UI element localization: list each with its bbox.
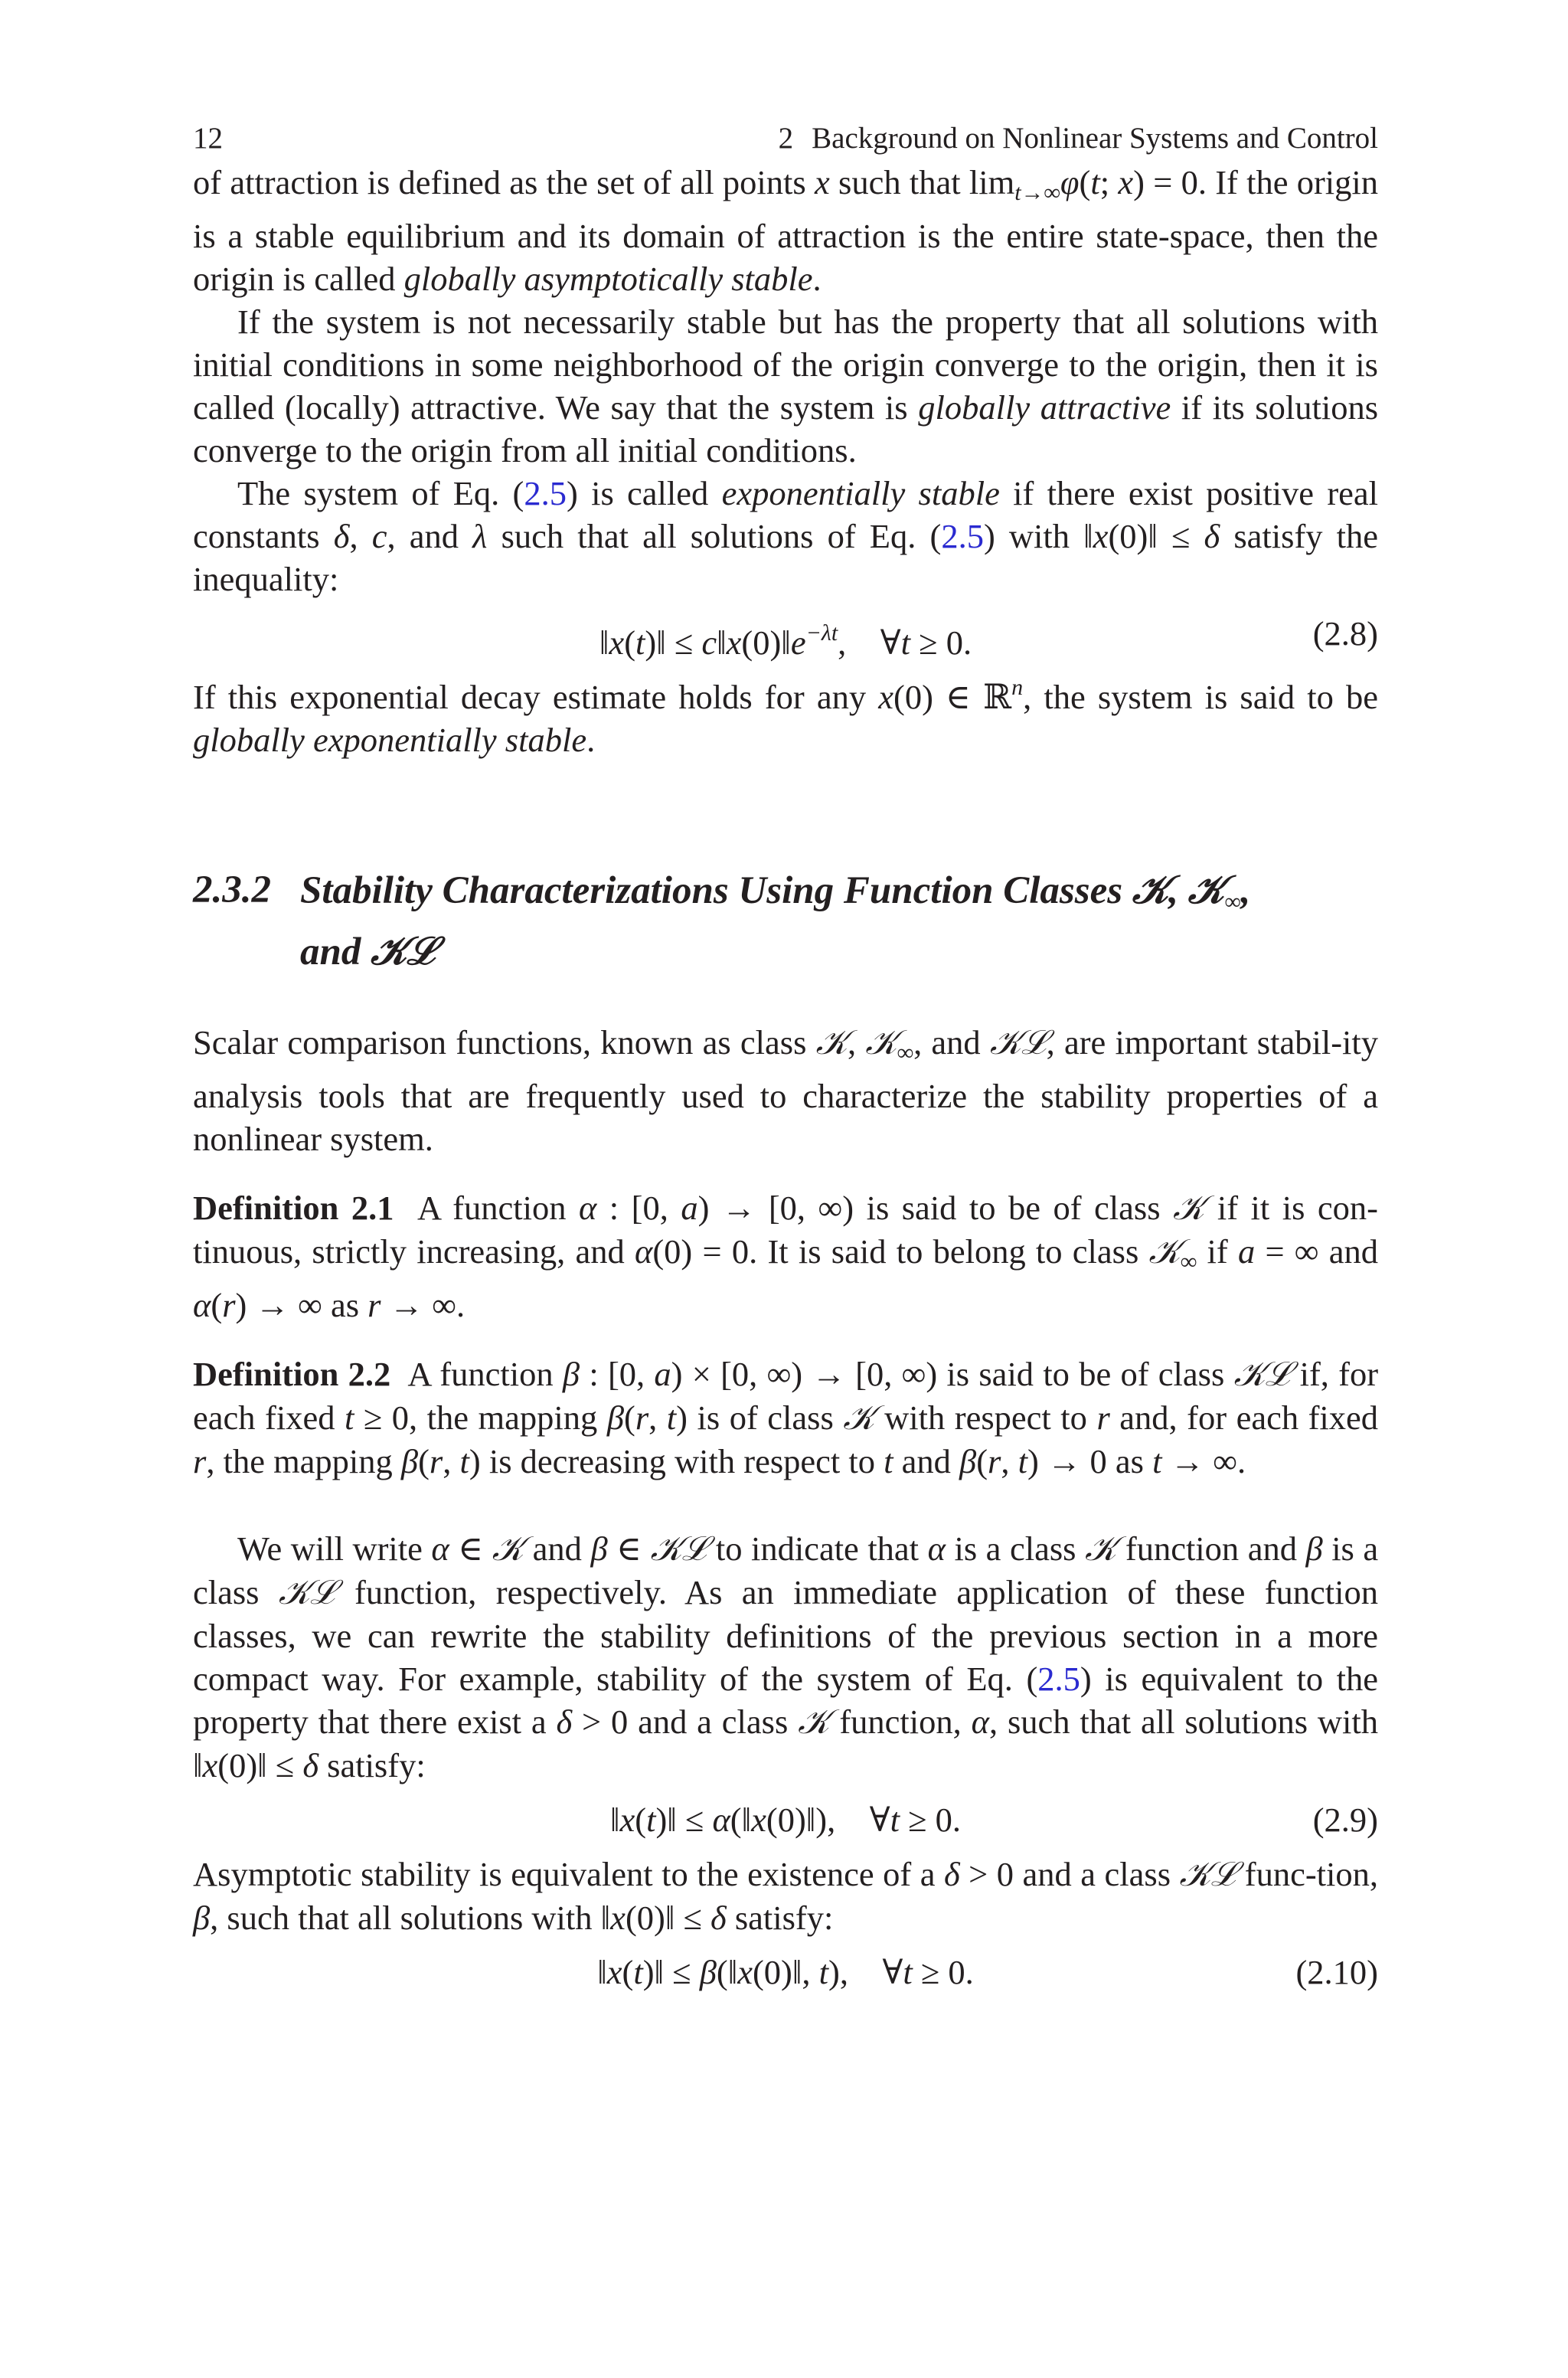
text: of attraction is defined as the set of all points — [193, 163, 806, 201]
section-title: Stability Characterizations Using Function Classes — [300, 869, 1123, 912]
equation-number: (2.9) — [1312, 1801, 1378, 1839]
chapter-title: Background on Nonlinear Systems and Control — [812, 122, 1378, 155]
text: and — [901, 1442, 951, 1480]
text: function and — [1125, 1529, 1297, 1568]
paragraph-global-exponential: If this exponential decay estimate holds for any x(0) ∈ ℝ$^n$, the system is said to be globally exponentially stable. — [193, 675, 1378, 759]
text: satisfy the inequality: — [193, 517, 1379, 598]
page-number: 12 — [193, 122, 223, 155]
text: if, for each fixed — [193, 1355, 1379, 1437]
running-header — [193, 115, 1378, 161]
text: The system of Eq. ( — [237, 474, 524, 512]
text: . It is said to belong to class — [749, 1232, 1139, 1271]
emphasis-term: globally attractive — [918, 388, 1171, 427]
definition-label: Definition 2.1 — [193, 1189, 394, 1227]
document-page — [193, 115, 1378, 2005]
equation-2-9 — [193, 1787, 1378, 1853]
text: satisfy: — [734, 1899, 834, 1937]
text: is of class — [697, 1398, 834, 1437]
text: is a class — [193, 1529, 1379, 1611]
emphasis-term: globally exponentially stable — [193, 721, 587, 759]
equation-body: ‖x(t)‖ ≤ $c‖x(0)‖e^{-\lambda t}$, ∀t ≥ 0. — [599, 620, 972, 662]
text: , the mapping — [409, 1398, 598, 1437]
text: ) is equivalent to the property that there exist a — [193, 1660, 1378, 1741]
text: and a class — [1022, 1855, 1171, 1893]
section-number: 2.3.2 — [193, 868, 271, 911]
running-title — [779, 121, 1378, 155]
text: Asymptotic stability is equivalent to the existence of a — [193, 1855, 936, 1893]
text: If the origin is a stable equilibrium and its domain of attraction is the entire state-space, then the origin is called — [193, 163, 1379, 298]
text: and — [532, 1529, 582, 1568]
text: with respect to — [884, 1398, 1087, 1437]
text: A function — [407, 1355, 554, 1393]
text: if — [1207, 1232, 1228, 1271]
paragraph-asymptotic-stability: Asymptotic stability is equivalent to the existence of a δ > 0 and a class 𝒦ℒ func-tion, β, such that all solutions with ‖x(0)‖ ≤ δ satisfy: — [193, 1855, 1379, 1937]
text: is decreasing with respect to — [488, 1442, 875, 1480]
section-title: and — [300, 931, 361, 973]
text: ) is called — [566, 474, 709, 512]
text: . — [586, 721, 596, 759]
text: A function — [417, 1189, 567, 1227]
text: If this exponential decay estimate holds for any — [193, 678, 867, 716]
equation-2-10 — [193, 1939, 1378, 2005]
text: if it is con-tinuous, strictly increasing, and — [193, 1189, 1378, 1271]
section-heading: 2.3.2 Stability Characterizations Using Function Classes 𝒦, 𝒦$_\infty$, and 𝒦ℒ — [193, 867, 1251, 974]
emphasis-term: exponentially stable — [721, 474, 1000, 512]
text: to indicate that — [715, 1529, 920, 1568]
text: We will write — [237, 1529, 423, 1568]
text: . — [812, 260, 822, 298]
equation-reference-link[interactable]: 2.5 — [941, 517, 984, 555]
text: satisfy: — [327, 1746, 426, 1784]
text: Scalar comparison functions, known as class — [193, 1023, 807, 1061]
text: if there exist positive real constants — [193, 474, 1379, 555]
equation-number: (2.10) — [1295, 1953, 1378, 1991]
paragraph-comparison-functions: Scalar comparison functions, known as class 𝒦, 𝒦$_\infty$, and 𝒦ℒ, are important stabil-ity analysis tools that are frequently used to characterize the stability properties of a nonlinear system. — [193, 1023, 1378, 1158]
paragraph-attraction: of attraction is defined as the set of all points x such that $\lim_{t\to\infty}\varphi(t$; x) = 0. If the origin is a stable equilibrium and its domain of attraction is the entire state-space, then the origin is called globally asymptotically stable. — [193, 163, 1379, 298]
text: If the system is not necessarily stable but has the property that all solutions with initial conditions in some neighborhood of the origin converge to the origin, then it is called (locally) attractive. We say that the system is — [193, 303, 1378, 427]
definition-2-2: Definition 2.2 A function β : [0, a) × [0, ∞) → [0, ∞) is said to be of class 𝒦ℒ if, for each fixed t ≥ 0, the mapping β(r, t) is of class 𝒦 with respect to r and, for each fixed r, the mapping β(r, t) is decreasing with respect to t and β(r, t) → 0 as t → ∞. — [193, 1355, 1379, 1480]
text: and — [1328, 1232, 1379, 1271]
text: function, respectively. As an immediate application of these function classes, we can rewrite the stability definitions of the previous section in a more compact way. For example, stability of the system of Eq. ( — [193, 1573, 1379, 1698]
text: is a class — [954, 1529, 1076, 1568]
emphasis-term: globally asymptotically stable — [403, 260, 813, 298]
text: if its solutions converge to the origin from all initial conditions. — [193, 388, 1379, 469]
equation-number: (2.8) — [1312, 614, 1378, 653]
equation-2-8 — [193, 600, 1378, 666]
paragraph-attractive — [193, 300, 1378, 472]
text: function, — [839, 1703, 962, 1741]
text: func-tion, — [1244, 1855, 1379, 1893]
text: , such that all solutions with — [989, 1703, 1379, 1741]
paragraph-class-notation: We will write α ∈ 𝒦 and β ∈ 𝒦ℒ to indicate that α is a class 𝒦 function and β is a class 𝒦ℒ function, respectively. As an immediate application of these function classes, we can rewrite the stability definitions of the previous section in a more compact way. For example, stability of the system of Eq. (2.5) is equivalent to the property that there exist a δ > 0 and a class 𝒦 function, α, such that all solutions with ‖x(0)‖ ≤ δ satisfy: — [193, 1529, 1379, 1784]
text: , the system is said to be — [1023, 678, 1378, 716]
equation-reference-link[interactable]: 2.5 — [1037, 1660, 1080, 1698]
text: ) with — [983, 517, 1070, 555]
text: such that lim — [838, 163, 1015, 201]
text: , are important stabil-ity analysis tools that are frequently used to characterize the stability properties of a nonlinear system. — [193, 1023, 1378, 1158]
text: , such that all solutions with — [210, 1899, 593, 1937]
text: and, for each fixed — [1119, 1398, 1379, 1437]
equation-reference-link[interactable]: 2.5 — [524, 474, 567, 512]
text: and a class — [638, 1703, 789, 1741]
text: , the mapping — [206, 1442, 393, 1480]
definition-label: Definition 2.2 — [193, 1355, 391, 1393]
text: such that all solutions of Eq. ( — [501, 517, 942, 555]
paragraph-exponential: The system of Eq. (2.5) is called exponentially stable if there exist positive real constants δ, c, and λ such that all solutions of Eq. (2.5) with ‖x(0)‖ ≤ δ satisfy the inequality: — [193, 474, 1379, 598]
chapter-number: 2 — [778, 122, 794, 155]
text: , and — [913, 1023, 981, 1061]
text: is said to be of class — [866, 1189, 1161, 1227]
equation-body: ‖x(t)‖ ≤ α(‖x(0)‖), ∀t ≥ 0. — [609, 1801, 962, 1839]
definition-2-1: Definition 2.1 A function α : [0, a) → [0, ∞) is said to be of class 𝒦 if it is con-tinuous, strictly increasing, and α(0) = 0. It is said to belong to class 𝒦$_\infty$ if a = ∞ and α(r) → ∞ as r → ∞. — [193, 1189, 1379, 1324]
text: is said to be of class — [946, 1355, 1225, 1393]
equation-body: ‖x(t)‖ ≤ β(‖x(0)‖, t), ∀t ≥ 0. — [597, 1953, 974, 1991]
text: as — [330, 1286, 360, 1324]
text: as — [1115, 1442, 1144, 1480]
